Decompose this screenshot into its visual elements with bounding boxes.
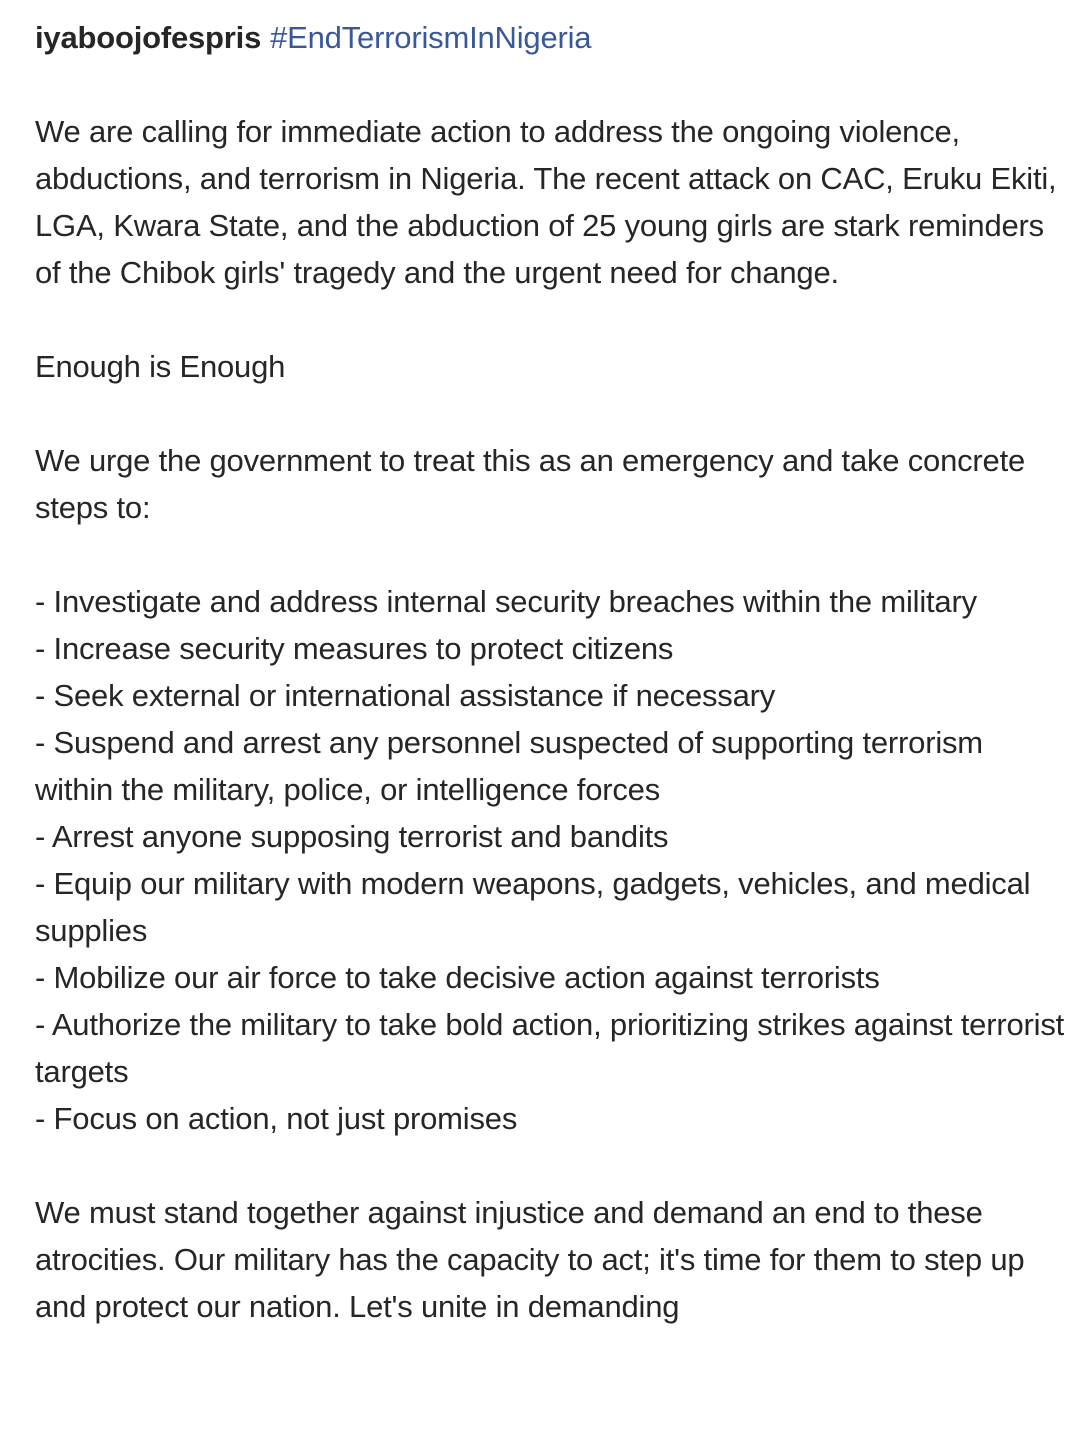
list-item: - Arrest anyone supposing terrorist and bandits — [35, 819, 669, 854]
list-item: - Investigate and address internal security breaches within the military — [35, 584, 977, 619]
spacer — [35, 296, 1065, 343]
intro-paragraph: We are calling for immediate action to address the ongoing violence, abductions, and terrorism in Nigeria. The recent attack on CAC, Eruku Ekiti, LGA, Kwara State, and the abduction of 25 young girls are stark reminders of the Chibok girls' tragedy and the urgent need for change. — [35, 114, 1057, 290]
urge-paragraph: We urge the government to treat this as an emergency and take concrete steps to: — [35, 443, 1026, 525]
spacer — [35, 1142, 1065, 1189]
list-item: - Authorize the military to take bold action, prioritizing strikes against terrorist targets — [35, 1007, 1065, 1089]
list-item: - Seek external or international assistance if necessary — [35, 678, 776, 713]
list-item: - Suspend and arrest any personnel suspected of supporting terrorism within the military, police, or intelligence forces — [35, 725, 983, 807]
list-item: - Increase security measures to protect citizens — [35, 631, 674, 666]
caption-header — [35, 14, 1065, 61]
post-caption — [35, 14, 1065, 1330]
list-item: - Mobilize our air force to take decisive action against terrorists — [35, 960, 880, 995]
spacer — [35, 61, 1065, 108]
spacer — [35, 390, 1065, 437]
spacer — [35, 531, 1065, 578]
list-item: - Focus on action, not just promises — [35, 1101, 518, 1136]
username-link[interactable]: iyaboojofespris — [35, 20, 262, 55]
steps-list — [35, 578, 1065, 1142]
hashtag-link[interactable]: #EndTerrorismInNigeria — [270, 20, 592, 55]
slogan-text: Enough is Enough — [35, 349, 286, 384]
list-item: - Equip our military with modern weapons, gadgets, vehicles, and medical supplies — [35, 866, 1031, 948]
closing-paragraph: We must stand together against injustice and demand an end to these atrocities. Our military has the capacity to act; it's time for them to step up and protect our nation. Let's unite in demanding — [35, 1195, 1025, 1324]
